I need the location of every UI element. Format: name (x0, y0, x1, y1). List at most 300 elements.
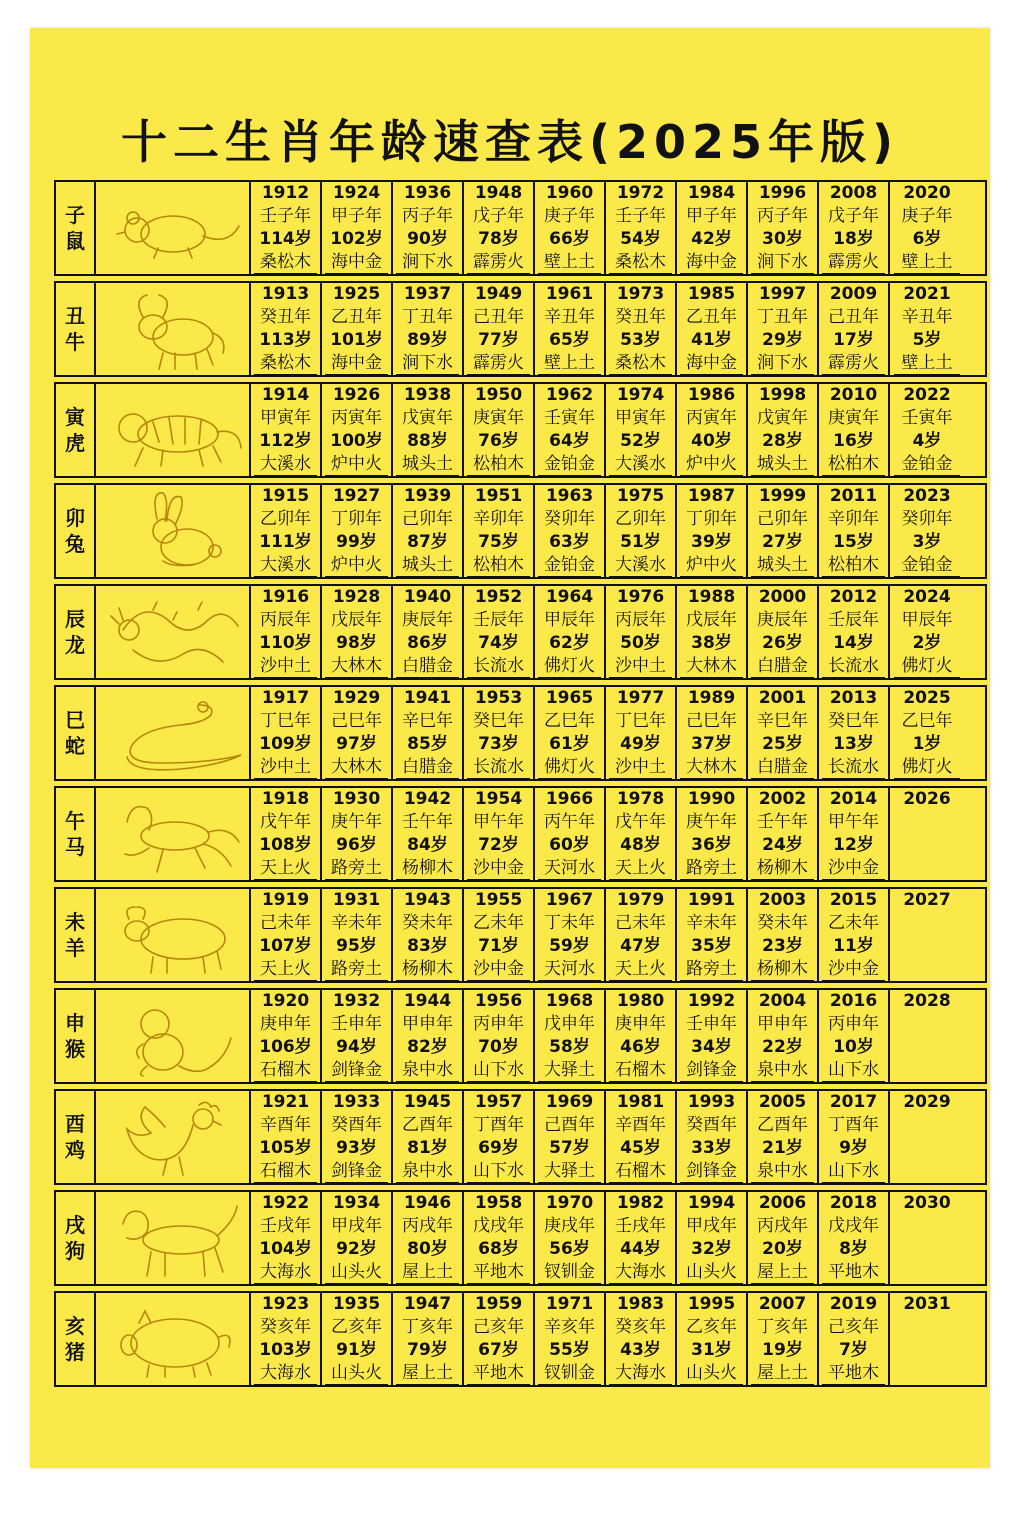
birth-year: 1957 (474, 1092, 523, 1112)
rooster-icon (103, 1095, 243, 1179)
zodiac-row (54, 281, 987, 377)
birth-year: 2012 (829, 587, 878, 607)
year-cell (322, 1192, 393, 1284)
five-element: 泉中水 (751, 1059, 813, 1082)
year-cell (819, 384, 890, 476)
zodiac-char: 兔 (65, 532, 85, 556)
five-element: 松柏木 (822, 554, 884, 577)
ganzhi-year: 己丑年 (828, 307, 879, 327)
ganzhi-year: 甲子年 (686, 206, 737, 226)
birth-year: 2011 (829, 486, 878, 506)
five-element: 涧下水 (751, 251, 813, 274)
zodiac-illustration (96, 990, 251, 1082)
ganzhi-year: 甲戌年 (331, 1216, 382, 1236)
zodiac-illustration (96, 889, 251, 981)
age-value: 20岁 (762, 1239, 803, 1259)
year-cell (535, 283, 606, 375)
ganzhi-year: 丁酉年 (828, 1115, 879, 1135)
year-cell (677, 1192, 748, 1284)
ganzhi-year: 乙酉年 (402, 1115, 453, 1135)
zodiac-name (56, 687, 96, 779)
ganzhi-year: 壬辰年 (473, 610, 524, 630)
age-value: 27岁 (762, 532, 803, 552)
age-value: 47岁 (620, 936, 661, 956)
zodiac-row (54, 887, 987, 983)
ganzhi-year: 戊子年 (473, 206, 524, 226)
birth-year: 2031 (903, 1294, 951, 1314)
five-element: 霹雳火 (467, 352, 529, 375)
year-cell (251, 1192, 322, 1284)
age-value: 98岁 (336, 633, 377, 653)
zodiac-row (54, 382, 987, 478)
five-element: 大林木 (325, 655, 387, 678)
ganzhi-year: 辛未年 (331, 913, 382, 933)
five-element: 屋上土 (751, 1362, 813, 1385)
birth-year: 1966 (545, 789, 594, 809)
ganzhi-year: 丙辰年 (260, 610, 311, 630)
zodiac-char: 戌 (65, 1213, 85, 1237)
age-value: 36岁 (691, 835, 732, 855)
age-value: 11岁 (833, 936, 874, 956)
birth-year: 1974 (616, 385, 665, 405)
five-element: 海中金 (325, 251, 387, 274)
birth-year: 1932 (332, 991, 381, 1011)
five-element: 大林木 (680, 655, 742, 678)
ganzhi-year: 甲午年 (473, 812, 524, 832)
zodiac-row (54, 180, 987, 276)
five-element: 松柏木 (822, 453, 884, 476)
ganzhi-year: 丙寅年 (686, 408, 737, 428)
zodiac-name (56, 1192, 96, 1284)
birth-year: 1980 (616, 991, 665, 1011)
five-element: 天河水 (538, 958, 600, 981)
ganzhi-year: 乙卯年 (615, 509, 666, 529)
zodiac-char: 卯 (65, 506, 85, 530)
five-element: 平地木 (822, 1261, 884, 1284)
birth-year: 2010 (829, 385, 878, 405)
age-value: 114岁 (259, 229, 312, 249)
zodiac-char: 鼠 (65, 229, 85, 253)
zodiac-char: 马 (65, 835, 85, 859)
year-cell (748, 788, 819, 880)
birth-year: 1953 (474, 688, 523, 708)
age-value: 22岁 (762, 1037, 803, 1057)
birth-year: 1995 (687, 1294, 736, 1314)
five-element: 山头火 (325, 1362, 387, 1385)
five-element: 路旁土 (680, 958, 742, 981)
five-element: 佛灯火 (538, 756, 600, 779)
age-value: 5岁 (912, 330, 942, 350)
year-cell (464, 788, 535, 880)
year-cell (464, 889, 535, 981)
birth-year: 2020 (903, 183, 951, 203)
birth-year: 2025 (903, 688, 951, 708)
five-element: 长流水 (822, 655, 884, 678)
age-value: 60岁 (549, 835, 590, 855)
zodiac-row (54, 786, 987, 882)
year-cell (393, 384, 464, 476)
year-cell (890, 788, 964, 880)
zodiac-char: 亥 (65, 1314, 85, 1338)
ganzhi-year: 癸未年 (757, 913, 808, 933)
snake-icon (103, 691, 243, 775)
ganzhi-year: 丙戌年 (757, 1216, 808, 1236)
year-cell (322, 182, 393, 274)
age-value: 62岁 (549, 633, 590, 653)
five-element: 桑松木 (254, 352, 316, 375)
age-value: 84岁 (407, 835, 448, 855)
year-cell (677, 283, 748, 375)
five-element: 城头土 (751, 554, 813, 577)
age-value: 26岁 (762, 633, 803, 653)
year-cell (606, 384, 677, 476)
age-value: 89岁 (407, 330, 448, 350)
five-element: 桑松木 (609, 251, 671, 274)
zodiac-illustration (96, 182, 251, 274)
age-value (890, 834, 964, 857)
ganzhi-year: 丙寅年 (331, 408, 382, 428)
birth-year: 1915 (261, 486, 310, 506)
birth-year: 1961 (545, 284, 594, 304)
birth-year: 1939 (403, 486, 452, 506)
age-value: 13岁 (833, 734, 874, 754)
age-value: 75岁 (478, 532, 519, 552)
zodiac-row (54, 1190, 987, 1286)
zodiac-illustration (96, 586, 251, 678)
birth-year: 1944 (403, 991, 452, 1011)
birth-year: 2018 (829, 1193, 878, 1213)
year-cell (393, 283, 464, 375)
five-element: 海中金 (325, 352, 387, 375)
zodiac-char: 虎 (65, 431, 85, 455)
ganzhi-year: 甲辰年 (544, 610, 595, 630)
age-value: 33岁 (691, 1138, 732, 1158)
birth-year: 1972 (616, 183, 665, 203)
ganzhi-year: 己亥年 (473, 1317, 524, 1337)
birth-year: 1927 (332, 486, 381, 506)
ganzhi-year: 壬子年 (615, 206, 666, 226)
five-element: 金铂金 (894, 453, 961, 476)
year-cell (748, 182, 819, 274)
birth-year: 1931 (332, 890, 381, 910)
birth-year: 2024 (903, 587, 951, 607)
zodiac-char: 蛇 (65, 734, 85, 758)
ganzhi-year: 乙未年 (828, 913, 879, 933)
ganzhi-year: 癸未年 (402, 913, 453, 933)
age-value: 45岁 (620, 1138, 661, 1158)
age-value: 96岁 (336, 835, 377, 855)
ganzhi-year: 丙子年 (757, 206, 808, 226)
five-element (894, 1261, 961, 1283)
year-cell (606, 1091, 677, 1183)
birth-year: 1976 (616, 587, 665, 607)
age-value: 43岁 (620, 1340, 661, 1360)
birth-year: 1993 (687, 1092, 736, 1112)
age-value: 111岁 (259, 532, 312, 552)
year-cell (251, 788, 322, 880)
ganzhi-year: 辛巳年 (402, 711, 453, 731)
birth-year: 1933 (332, 1092, 381, 1112)
age-value: 18岁 (833, 229, 874, 249)
five-element: 天上火 (609, 857, 671, 880)
ganzhi-year: 丁未年 (544, 913, 595, 933)
age-value: 67岁 (478, 1340, 519, 1360)
age-value (890, 935, 964, 958)
ganzhi-year: 己未年 (260, 913, 311, 933)
monkey-icon (103, 994, 243, 1078)
poster (30, 28, 990, 1468)
zodiac-illustration (96, 1091, 251, 1183)
age-value: 42岁 (691, 229, 732, 249)
five-element: 桑松木 (254, 251, 316, 274)
age-value: 15岁 (833, 532, 874, 552)
five-element (894, 857, 961, 879)
zodiac-illustration (96, 1192, 251, 1284)
ganzhi-year: 甲辰年 (901, 610, 953, 630)
ganzhi-year: 乙酉年 (757, 1115, 808, 1135)
year-cell (890, 485, 964, 577)
ganzhi-year: 癸亥年 (260, 1317, 311, 1337)
year-cell (464, 384, 535, 476)
ganzhi-year: 甲午年 (828, 812, 879, 832)
five-element: 大溪水 (254, 453, 316, 476)
five-element: 壁上土 (894, 352, 961, 375)
five-element: 山下水 (822, 1160, 884, 1183)
year-cell (677, 687, 748, 779)
year-cell (677, 990, 748, 1082)
five-element: 白腊金 (396, 655, 458, 678)
age-value: 25岁 (762, 734, 803, 754)
five-element: 沙中金 (822, 857, 884, 880)
age-value: 10岁 (833, 1037, 874, 1057)
birth-year: 1990 (687, 789, 736, 809)
birth-year: 1996 (758, 183, 807, 203)
zodiac-char: 子 (65, 203, 85, 227)
five-element: 沙中土 (254, 655, 316, 678)
age-value: 100岁 (330, 431, 383, 451)
ganzhi-year: 庚申年 (260, 1014, 311, 1034)
ganzhi-year: 己亥年 (828, 1317, 879, 1337)
year-cell (890, 1192, 964, 1284)
zodiac-row (54, 988, 987, 1084)
ganzhi-year: 庚辰年 (402, 610, 453, 630)
year-cell (322, 889, 393, 981)
ganzhi-year: 癸丑年 (615, 307, 666, 327)
birth-year: 1981 (616, 1092, 665, 1112)
five-element: 屋上土 (396, 1362, 458, 1385)
birth-year: 1971 (545, 1294, 594, 1314)
ganzhi-year: 辛卯年 (828, 509, 879, 529)
ganzhi-year: 辛亥年 (544, 1317, 595, 1337)
year-cell (322, 485, 393, 577)
age-value: 51岁 (620, 532, 661, 552)
five-element: 佛灯火 (894, 756, 961, 779)
zodiac-illustration (96, 485, 251, 577)
year-cell (393, 788, 464, 880)
year-cell (464, 1091, 535, 1183)
zodiac-illustration (96, 384, 251, 476)
age-value: 95岁 (336, 936, 377, 956)
year-cell (890, 1293, 964, 1385)
ganzhi-year: 乙亥年 (331, 1317, 382, 1337)
age-value: 8岁 (839, 1239, 868, 1259)
ganzhi-year: 戊子年 (828, 206, 879, 226)
birth-year: 1924 (332, 183, 381, 203)
age-value: 79岁 (407, 1340, 448, 1360)
birth-year: 1926 (332, 385, 381, 405)
birth-year: 2001 (758, 688, 807, 708)
five-element (894, 1362, 961, 1384)
birth-year: 1999 (758, 486, 807, 506)
five-element: 大溪水 (609, 554, 671, 577)
year-cell (251, 283, 322, 375)
birth-year: 1914 (261, 385, 310, 405)
zodiac-row (54, 1291, 987, 1387)
five-element: 石榴木 (254, 1160, 316, 1183)
year-cell (322, 384, 393, 476)
age-value: 112岁 (259, 431, 312, 451)
birth-year: 1948 (474, 183, 523, 203)
birth-year: 1925 (332, 284, 381, 304)
birth-year: 1987 (687, 486, 736, 506)
age-value: 28岁 (762, 431, 803, 451)
age-value: 94岁 (336, 1037, 377, 1057)
five-element: 沙中土 (609, 756, 671, 779)
ganzhi-year: 壬子年 (260, 206, 311, 226)
zodiac-row (54, 685, 987, 781)
five-element: 大海水 (609, 1362, 671, 1385)
birth-year: 2005 (758, 1092, 807, 1112)
year-cell (322, 283, 393, 375)
year-cell (748, 485, 819, 577)
birth-year: 1950 (474, 385, 523, 405)
age-value: 64岁 (549, 431, 590, 451)
ganzhi-year: 丁丑年 (757, 307, 808, 327)
zodiac-name (56, 1293, 96, 1385)
birth-year: 1918 (261, 789, 310, 809)
five-element: 沙中土 (609, 655, 671, 678)
ganzhi-year: 己巳年 (686, 711, 737, 731)
birth-year: 1943 (403, 890, 452, 910)
age-value: 109岁 (259, 734, 312, 754)
five-element: 平地木 (467, 1362, 529, 1385)
year-cell (606, 586, 677, 678)
ganzhi-year: 乙巳年 (544, 711, 595, 731)
year-cell (322, 788, 393, 880)
year-cell (606, 687, 677, 779)
year-cell (606, 889, 677, 981)
year-cell (464, 182, 535, 274)
age-value: 52岁 (620, 431, 661, 451)
five-element: 石榴木 (609, 1160, 671, 1183)
year-cell (748, 1293, 819, 1385)
age-value: 41岁 (691, 330, 732, 350)
year-cell (535, 485, 606, 577)
age-value: 23岁 (762, 936, 803, 956)
five-element: 屋上土 (396, 1261, 458, 1284)
ganzhi-year: 辛卯年 (473, 509, 524, 529)
year-cell (393, 1293, 464, 1385)
five-element: 涧下水 (396, 251, 458, 274)
age-value: 50岁 (620, 633, 661, 653)
birth-year: 1919 (261, 890, 310, 910)
five-element: 大驿土 (538, 1160, 600, 1183)
year-cell (251, 687, 322, 779)
five-element: 壁上土 (538, 251, 600, 274)
year-cell (606, 1192, 677, 1284)
zodiac-row (54, 1089, 987, 1185)
year-cell (464, 1192, 535, 1284)
birth-year: 1989 (687, 688, 736, 708)
age-value: 78岁 (478, 229, 519, 249)
five-element: 大溪水 (254, 554, 316, 577)
birth-year: 2014 (829, 789, 878, 809)
five-element: 山头火 (680, 1362, 742, 1385)
five-element: 大溪水 (609, 453, 671, 476)
ganzhi-year: 戊寅年 (757, 408, 808, 428)
five-element (894, 1160, 961, 1182)
birth-year: 1935 (332, 1294, 381, 1314)
year-cell (819, 1091, 890, 1183)
five-element: 炉中火 (680, 554, 742, 577)
age-value (890, 1036, 964, 1059)
zodiac-name (56, 182, 96, 274)
zodiac-char: 巳 (65, 708, 85, 732)
ganzhi-year: 己卯年 (402, 509, 453, 529)
birth-year: 1947 (403, 1294, 452, 1314)
five-element: 海中金 (680, 251, 742, 274)
year-cell (251, 182, 322, 274)
ganzhi-year: 庚辰年 (757, 610, 808, 630)
birth-year: 1936 (403, 183, 452, 203)
ganzhi-year: 壬戌年 (615, 1216, 666, 1236)
five-element: 山头火 (325, 1261, 387, 1284)
ganzhi-year: 甲申年 (757, 1014, 808, 1034)
year-cell (464, 687, 535, 779)
ganzhi-year (890, 1215, 964, 1238)
birth-year: 2002 (758, 789, 807, 809)
five-element (894, 1059, 961, 1081)
year-cell (748, 990, 819, 1082)
five-element: 路旁土 (325, 958, 387, 981)
ganzhi-year: 庚申年 (615, 1014, 666, 1034)
ganzhi-year: 丁亥年 (757, 1317, 808, 1337)
five-element: 海中金 (680, 352, 742, 375)
birth-year: 2023 (903, 486, 951, 506)
birth-year: 1991 (687, 890, 736, 910)
age-value: 12岁 (833, 835, 874, 855)
five-element: 天上火 (254, 857, 316, 880)
five-element: 长流水 (467, 756, 529, 779)
five-element: 城头土 (751, 453, 813, 476)
ganzhi-year: 戊午年 (615, 812, 666, 832)
zodiac-name (56, 1091, 96, 1183)
ganzhi-year: 庚戌年 (544, 1216, 595, 1236)
tiger-icon (103, 388, 243, 472)
five-element: 路旁土 (325, 857, 387, 880)
birth-year: 1920 (261, 991, 310, 1011)
age-value: 1岁 (912, 734, 942, 754)
year-cell (677, 788, 748, 880)
five-element: 泉中水 (396, 1059, 458, 1082)
year-cell (890, 182, 964, 274)
ganzhi-year: 辛酉年 (260, 1115, 311, 1135)
five-element: 泉中水 (396, 1160, 458, 1183)
year-cell (748, 1192, 819, 1284)
five-element: 涧下水 (396, 352, 458, 375)
year-cell (819, 687, 890, 779)
age-value: 88岁 (407, 431, 448, 451)
